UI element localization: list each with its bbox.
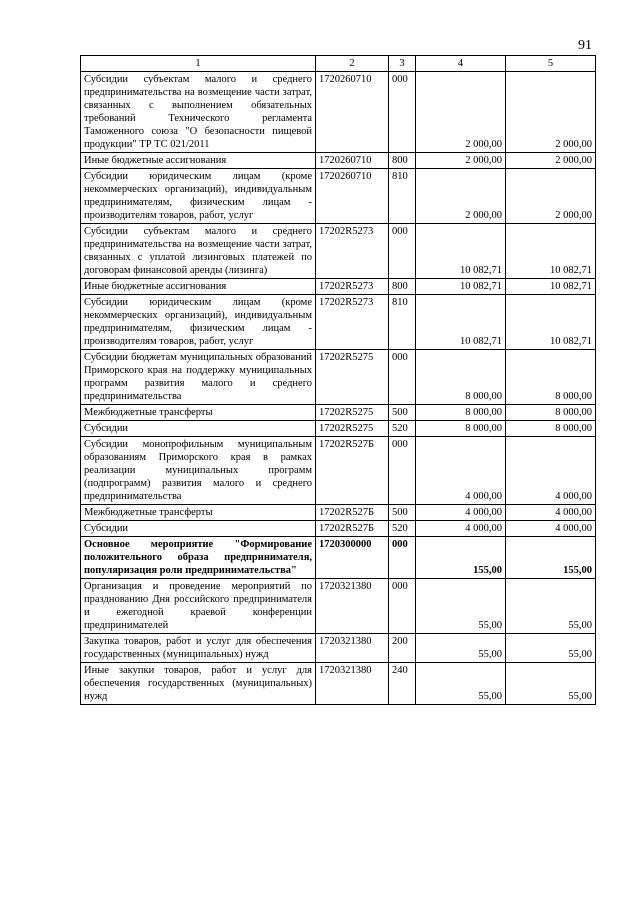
row-name-cell: Основное мероприятие "Формирование положительного образа предпринимателя, популяризация роли предпринимательства" — [81, 537, 316, 579]
row-type-cell: 520 — [389, 421, 416, 437]
table-row — [81, 537, 596, 579]
row-type-cell: 500 — [389, 405, 416, 421]
row-code-cell: 1720321380 — [316, 579, 389, 634]
row-type-cell: 800 — [389, 153, 416, 169]
header-cell: 4 — [416, 56, 506, 72]
row-name-cell: Субсидии бюджетам муниципальных образований Приморского края на поддержку муниципальных программ развития малого и среднего предпринимательства — [81, 350, 316, 405]
row-value-col4: 4 000,00 — [416, 521, 506, 537]
table-row — [81, 505, 596, 521]
row-type-cell: 240 — [389, 663, 416, 705]
row-type-cell: 000 — [389, 437, 416, 505]
row-name-cell: Субсидии субъектам малого и среднего предпринимательства на возмещение части затрат, связанных с выполнением обязательных требований Технического регламента Таможенного союза "О безопасности пищевой продукции" ТР ТС 021/2011 — [81, 72, 316, 153]
table-row — [81, 72, 596, 153]
table-row — [81, 169, 596, 224]
row-type-cell: 800 — [389, 279, 416, 295]
row-type-cell: 000 — [389, 537, 416, 579]
budget-table — [80, 55, 596, 705]
row-name-cell: Закупка товаров, работ и услуг для обеспечения государственных (муниципальных) нужд — [81, 634, 316, 663]
row-code-cell: 17202R527Б — [316, 521, 389, 537]
header-cell: 5 — [506, 56, 596, 72]
row-value-col5: 55,00 — [506, 663, 596, 705]
row-value-col4: 2 000,00 — [416, 169, 506, 224]
row-value-col4: 8 000,00 — [416, 405, 506, 421]
row-value-col5: 4 000,00 — [506, 437, 596, 505]
row-code-cell: 1720260710 — [316, 169, 389, 224]
row-value-col4: 55,00 — [416, 579, 506, 634]
table-row — [81, 634, 596, 663]
row-name-cell: Субсидии юридическим лицам (кроме некоммерческих организаций), индивидуальным предпринимателям, физическим лицам - производителям товаров, работ, услуг — [81, 295, 316, 350]
row-value-col5: 8 000,00 — [506, 350, 596, 405]
row-value-col5: 2 000,00 — [506, 153, 596, 169]
row-value-col4: 155,00 — [416, 537, 506, 579]
row-name-cell: Межбюджетные трансферты — [81, 405, 316, 421]
table-row — [81, 153, 596, 169]
row-code-cell: 17202R5275 — [316, 421, 389, 437]
row-name-cell: Иные бюджетные ассигнования — [81, 279, 316, 295]
row-type-cell: 500 — [389, 505, 416, 521]
row-code-cell: 1720300000 — [316, 537, 389, 579]
row-code-cell: 1720260710 — [316, 72, 389, 153]
row-name-cell: Субсидии — [81, 521, 316, 537]
header-cell: 2 — [316, 56, 389, 72]
row-value-col4: 2 000,00 — [416, 153, 506, 169]
table-row — [81, 663, 596, 705]
row-name-cell: Иные закупки товаров, работ и услуг для обеспечения государственных (муниципальных) нужд — [81, 663, 316, 705]
row-code-cell: 1720321380 — [316, 634, 389, 663]
row-code-cell: 17202R5273 — [316, 279, 389, 295]
row-value-col5: 2 000,00 — [506, 169, 596, 224]
table-row — [81, 224, 596, 279]
row-value-col5: 10 082,71 — [506, 224, 596, 279]
table-row — [81, 350, 596, 405]
row-value-col4: 10 082,71 — [416, 224, 506, 279]
header-cell: 1 — [81, 56, 316, 72]
table-row — [81, 579, 596, 634]
row-value-col5: 8 000,00 — [506, 421, 596, 437]
header-cell: 3 — [389, 56, 416, 72]
table-row — [81, 405, 596, 421]
row-name-cell: Субсидии юридическим лицам (кроме некоммерческих организаций), индивидуальным предпринимателям, физическим лицам - производителям товаров, работ, услуг — [81, 169, 316, 224]
row-code-cell: 17202R527Б — [316, 505, 389, 521]
row-value-col4: 10 082,71 — [416, 295, 506, 350]
row-type-cell: 200 — [389, 634, 416, 663]
row-value-col4: 4 000,00 — [416, 437, 506, 505]
row-type-cell: 810 — [389, 169, 416, 224]
table-row — [81, 279, 596, 295]
row-type-cell: 000 — [389, 350, 416, 405]
row-value-col4: 55,00 — [416, 663, 506, 705]
row-name-cell: Межбюджетные трансферты — [81, 505, 316, 521]
table-row — [81, 437, 596, 505]
row-value-col5: 155,00 — [506, 537, 596, 579]
header-row — [81, 56, 596, 72]
row-code-cell: 17202R527Б — [316, 437, 389, 505]
row-type-cell: 520 — [389, 521, 416, 537]
table-row — [81, 421, 596, 437]
row-type-cell: 810 — [389, 295, 416, 350]
row-value-col4: 10 082,71 — [416, 279, 506, 295]
row-value-col4: 8 000,00 — [416, 421, 506, 437]
row-name-cell: Организация и проведение мероприятий по празднованию Дня российского предпринимателя и ежегодной краевой конференции предпринимателей — [81, 579, 316, 634]
page-number: 91 — [578, 38, 592, 53]
table-row — [81, 521, 596, 537]
row-type-cell: 000 — [389, 224, 416, 279]
row-name-cell: Субсидии — [81, 421, 316, 437]
row-value-col4: 4 000,00 — [416, 505, 506, 521]
row-value-col5: 8 000,00 — [506, 405, 596, 421]
row-value-col5: 2 000,00 — [506, 72, 596, 153]
row-value-col5: 55,00 — [506, 579, 596, 634]
row-code-cell: 17202R5275 — [316, 405, 389, 421]
row-type-cell: 000 — [389, 579, 416, 634]
row-value-col5: 55,00 — [506, 634, 596, 663]
row-value-col4: 2 000,00 — [416, 72, 506, 153]
row-name-cell: Субсидии субъектам малого и среднего предпринимательства на возмещение части затрат, связанных с уплатой лизинговых платежей по договорам финансовой аренды (лизинга) — [81, 224, 316, 279]
row-value-col4: 8 000,00 — [416, 350, 506, 405]
row-value-col4: 55,00 — [416, 634, 506, 663]
row-type-cell: 000 — [389, 72, 416, 153]
table-row — [81, 295, 596, 350]
row-name-cell: Субсидии монопрофильным муниципальным образованиям Приморского края в рамках реализации муниципальных программ (подпрограмм) развития малого и среднего предпринимательства — [81, 437, 316, 505]
row-value-col5: 4 000,00 — [506, 521, 596, 537]
row-code-cell: 1720260710 — [316, 153, 389, 169]
row-name-cell: Иные бюджетные ассигнования — [81, 153, 316, 169]
row-code-cell: 17202R5273 — [316, 224, 389, 279]
row-value-col5: 10 082,71 — [506, 295, 596, 350]
row-value-col5: 10 082,71 — [506, 279, 596, 295]
row-code-cell: 17202R5273 — [316, 295, 389, 350]
row-value-col5: 4 000,00 — [506, 505, 596, 521]
row-code-cell: 17202R5275 — [316, 350, 389, 405]
row-code-cell: 1720321380 — [316, 663, 389, 705]
